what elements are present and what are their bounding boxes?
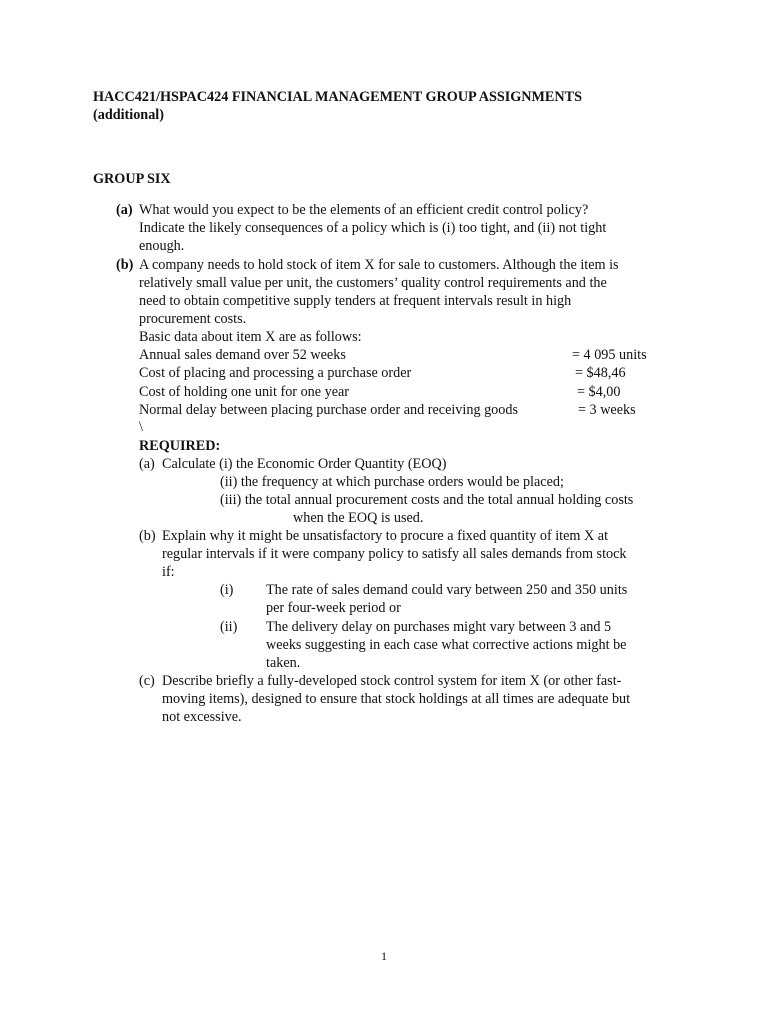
data-row-value: = $48,46 bbox=[575, 365, 626, 381]
req-b-label: (b) bbox=[139, 528, 156, 544]
req-b-sub-ii-line: taken. bbox=[266, 655, 301, 671]
req-b-line: if: bbox=[162, 564, 175, 580]
document-title-line1: HACC421/HSPAC424 FINANCIAL MANAGEMENT GROUP ASSIGNMENTS bbox=[93, 89, 582, 105]
req-c-label: (c) bbox=[139, 673, 155, 689]
data-row-label: Cost of holding one unit for one year bbox=[139, 384, 350, 400]
required-heading: REQUIRED: bbox=[139, 438, 221, 454]
part-b-line: A company needs to hold stock of item X for sale to customers. Although the item is bbox=[139, 257, 619, 273]
stray-mark: \ bbox=[139, 419, 143, 435]
data-row-label: Annual sales demand over 52 weeks bbox=[139, 347, 346, 363]
data-intro: Basic data about item X are as follows: bbox=[139, 329, 362, 345]
req-b-sub-i-label: (i) bbox=[220, 582, 234, 598]
req-a-line: when the EOQ is used. bbox=[293, 510, 424, 526]
page-number: 1 bbox=[381, 949, 387, 963]
req-c-line: moving items), designed to ensure that stock holdings at all times are adequate but bbox=[162, 691, 631, 707]
part-a-line: Indicate the likely consequences of a policy which is (i) too tight, and (ii) not tight bbox=[139, 220, 607, 236]
req-b-sub-i-line: The rate of sales demand could vary between 250 and 350 units bbox=[266, 582, 628, 598]
data-row-value: = 4 095 units bbox=[572, 347, 647, 363]
req-a-line: (ii) the frequency at which purchase orders would be placed; bbox=[220, 474, 564, 490]
part-b-line: need to obtain competitive supply tenders at frequent intervals result in high bbox=[139, 293, 572, 309]
req-c-line: not excessive. bbox=[162, 709, 242, 725]
data-row-label: Cost of placing and processing a purchase order bbox=[139, 365, 412, 381]
data-row-label: Normal delay between placing purchase order and receiving goods bbox=[139, 402, 518, 418]
req-b-sub-ii-line: The delivery delay on purchases might vary between 3 and 5 bbox=[266, 619, 612, 635]
group-heading: GROUP SIX bbox=[93, 171, 171, 187]
req-a-line: Calculate (i) the Economic Order Quantity (EOQ) bbox=[162, 456, 447, 472]
req-a-line: (iii) the total annual procurement costs and the total annual holding costs bbox=[220, 492, 634, 508]
req-b-line: regular intervals if it were company policy to satisfy all sales demands from stock bbox=[162, 546, 627, 562]
part-b-label: (b) bbox=[116, 257, 134, 273]
data-row-value: = $4,00 bbox=[577, 384, 621, 400]
part-a-line: enough. bbox=[139, 238, 185, 254]
req-b-sub-i-line: per four-week period or bbox=[266, 600, 401, 616]
req-b-line: Explain why it might be unsatisfactory to procure a fixed quantity of item X at bbox=[162, 528, 609, 544]
req-a-label: (a) bbox=[139, 456, 155, 472]
part-a-label: (a) bbox=[116, 202, 133, 218]
part-b-line: relatively small value per unit, the customers’ quality control requirements and the bbox=[139, 275, 607, 291]
part-a-line: What would you expect to be the elements of an efficient credit control policy? bbox=[139, 202, 589, 218]
document-title-line2: (additional) bbox=[93, 107, 164, 123]
req-b-sub-ii-label: (ii) bbox=[220, 619, 238, 635]
part-b-line: procurement costs. bbox=[139, 311, 247, 327]
req-c-line: Describe briefly a fully-developed stock control system for item X (or other fast- bbox=[162, 673, 622, 689]
req-b-sub-ii-line: weeks suggesting in each case what corrective actions might be bbox=[266, 637, 627, 653]
data-row-value: = 3 weeks bbox=[578, 402, 636, 418]
